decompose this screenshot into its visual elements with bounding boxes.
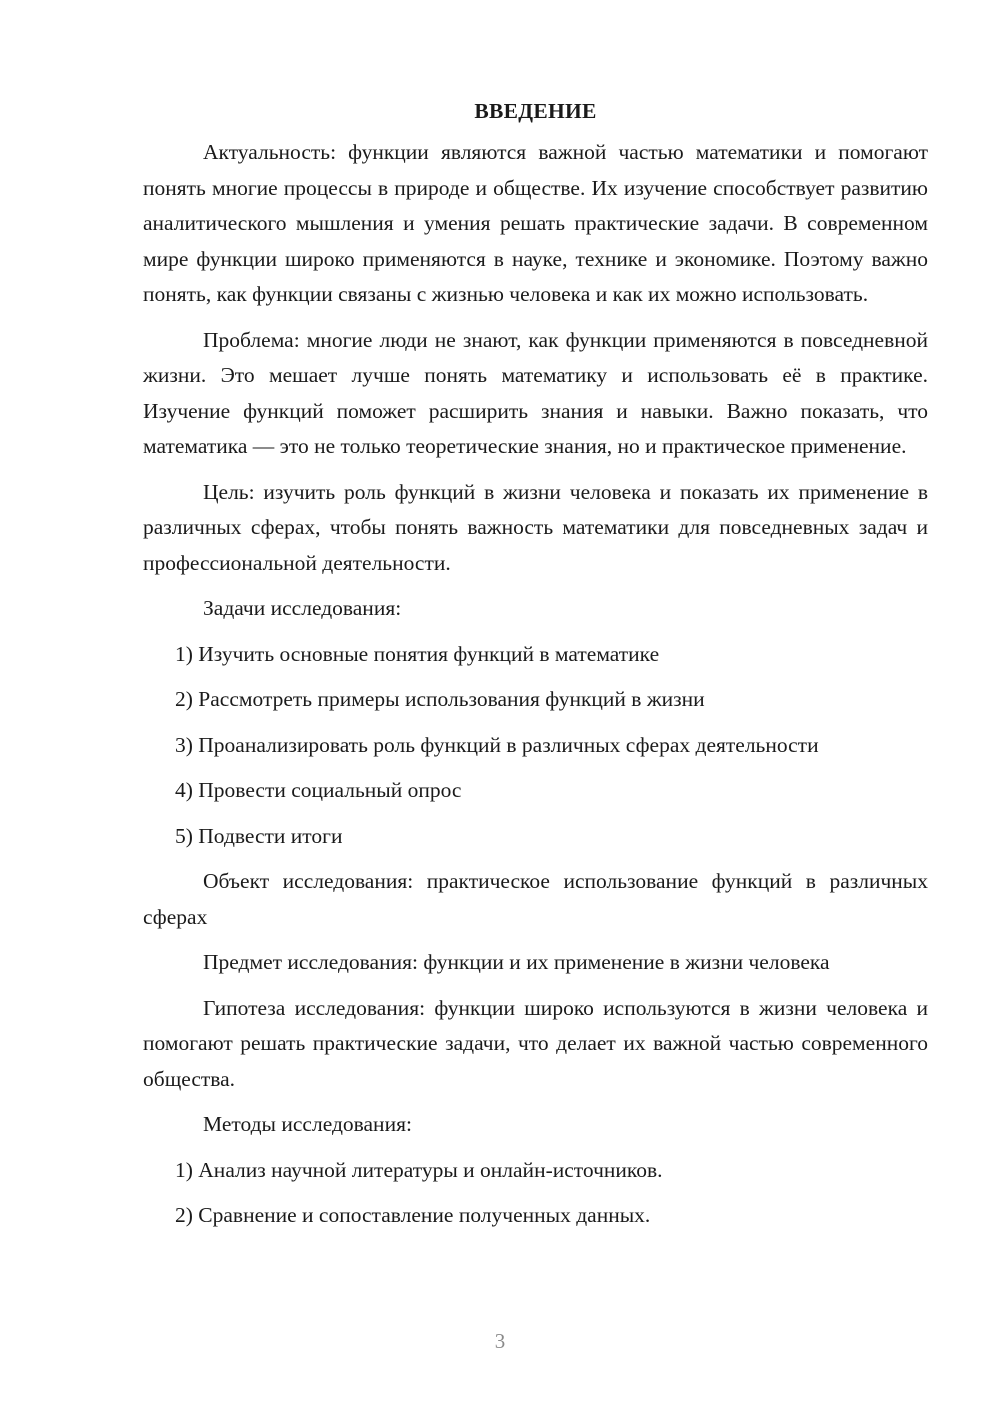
object-paragraph: Объект исследования: практическое использование функций в различных сферах [143, 869, 928, 929]
goal-paragraph: Цель: изучить роль функций в жизни человека и показать их применение в различных сферах, чтобы понять важность математики для повседневных задач и профессиональной деятельности. [143, 479, 928, 575]
tasks-heading: Задачи исследования: [203, 596, 402, 620]
methods-list [143, 1153, 928, 1234]
page-number: 3 [494, 1329, 506, 1353]
relevance-paragraph: Актуальность: функции являются важной частью математики и помогают понять многие процессы в природе и обществе. Их изучение способствует развитию аналитического мышления и умения решать практические задачи. В современном мире функции широко применяются в науке, технике и экономике. Поэтому важно понять, как функции связаны с жизнью человека и как их можно использовать. [143, 140, 928, 306]
problem-paragraph: Проблема: многие люди не знают, как функции применяются в повседневной жизни. Это мешает лучше понять математику и использовать её в практике. Изучение функций поможет расширить знания и навыки. Важно показать, что математика — это не только теоретические знания, но и практическое применение. [143, 327, 928, 458]
list-item: 1) Изучить основные понятия функций в математике [175, 641, 660, 666]
page-title: ВВЕДЕНИЕ [474, 99, 597, 123]
methods-heading: Методы исследования: [203, 1112, 412, 1136]
hypothesis-paragraph: Гипотеза исследования: функции широко используются в жизни человека и помогают решать практические задачи, что делает их важной частью современного общества. [143, 995, 928, 1091]
tasks-list [143, 637, 928, 855]
list-item: 2) Рассмотреть примеры использования функций в жизни [175, 687, 705, 711]
list-item: 5) Подвести итоги [175, 823, 343, 848]
list-item: 1) Анализ научной литературы и онлайн-источников. [175, 1157, 663, 1182]
document-page [143, 96, 928, 1244]
list-item: 4) Провести социальный опрос [175, 778, 462, 802]
list-item: 3) Проанализировать роль функций в различных сферах деятельности [175, 732, 819, 757]
list-item: 2) Сравнение и сопоставление полученных данных. [175, 1203, 651, 1227]
subject-paragraph: Предмет исследования: функции и их применение в жизни человека [203, 950, 830, 974]
